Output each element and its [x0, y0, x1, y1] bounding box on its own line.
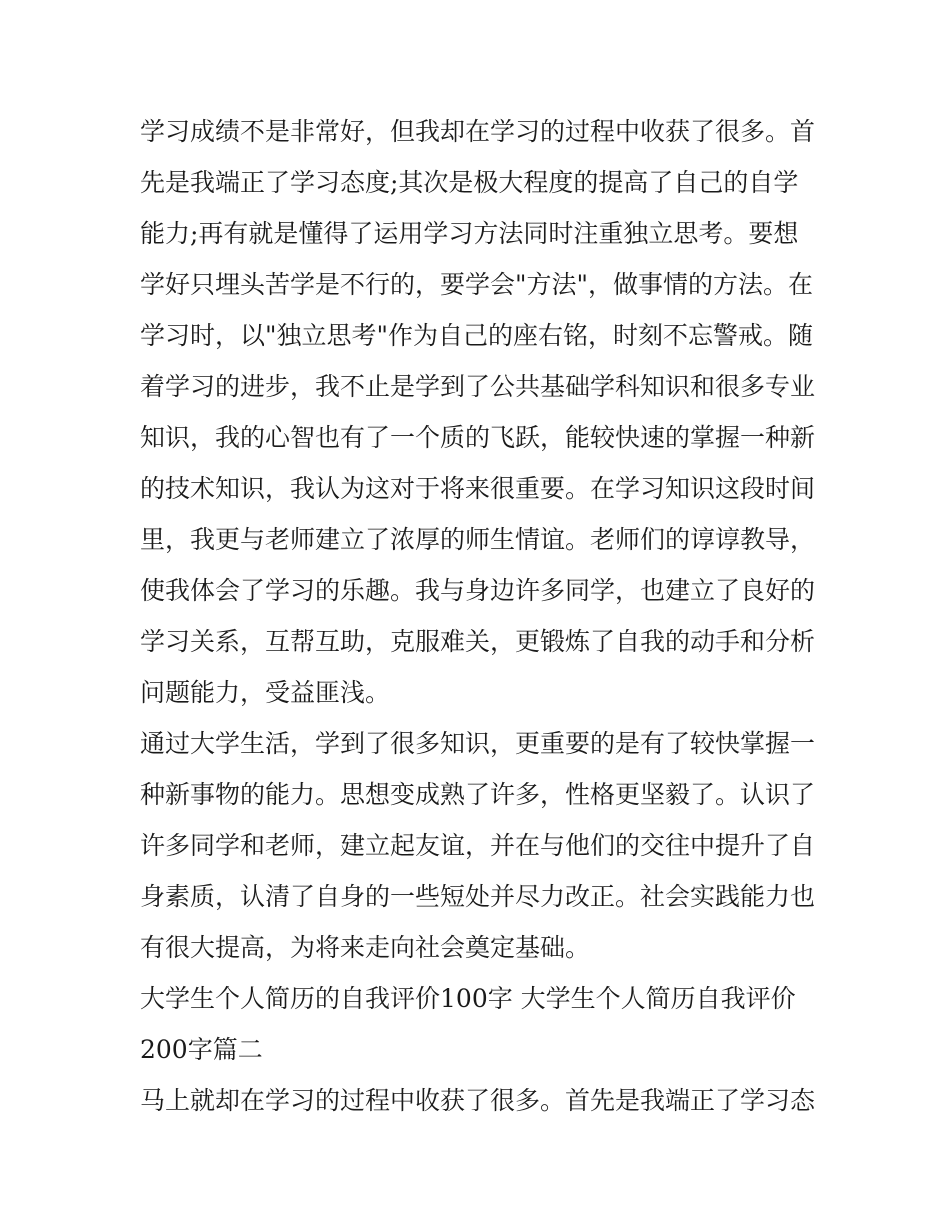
section-heading: 大学生个人简历的自我评价100字 大学生个人简历自我评价 200字篇二 [140, 984, 796, 1064]
paragraph-college-life: 通过大学生活，学到了很多知识，更重要的是有了较快掌握一 种新事物的能力。思想变成熟了许多，性格更坚毅了。认识了 许多同学和老师，建立起友谊，并在与他们的交往中提升了自 身素质，认清了自身的一些短处并尽力改正。社会实践能力也 有很大提高，为将来走向社会奠定基础。 [140, 729, 816, 962]
document-body [140, 106, 820, 1126]
paragraph-section-two-start: 马上就却在学习的过程中收获了很多。首先是我端正了学习态 [140, 1086, 816, 1115]
paragraph-study-gains: 学习成绩不是非常好，但我却在学习的过程中收获了很多。首 先是我端正了学习态度;其次是极大程度的提高了自己的自学 能力;再有就是懂得了运用学习方法同时注重独立思考。要想 学好只埋头苦学是不行的，要学会"方法"，做事情的方法。在 学习时，以"独立思考"作为自己的座右铭，时刻不忘警戒。随 着学习的进步，我不止是学到了公共基础学科知识和很多专业 知识，我的心智也有了一个质的飞跃，能较快速的掌握一种新 的技术知识，我认为这对于将来很重要。在学习知识这段时间 里，我更与老师建立了浓厚的师生情谊。老师们的谆谆教导， 使我体会了学习的乐趣。我与身边许多同学，也建立了良好的 学习关系，互帮互助，克服难关，更锻炼了自我的动手和分析 问题能力，受益匪浅。 [140, 117, 816, 707]
